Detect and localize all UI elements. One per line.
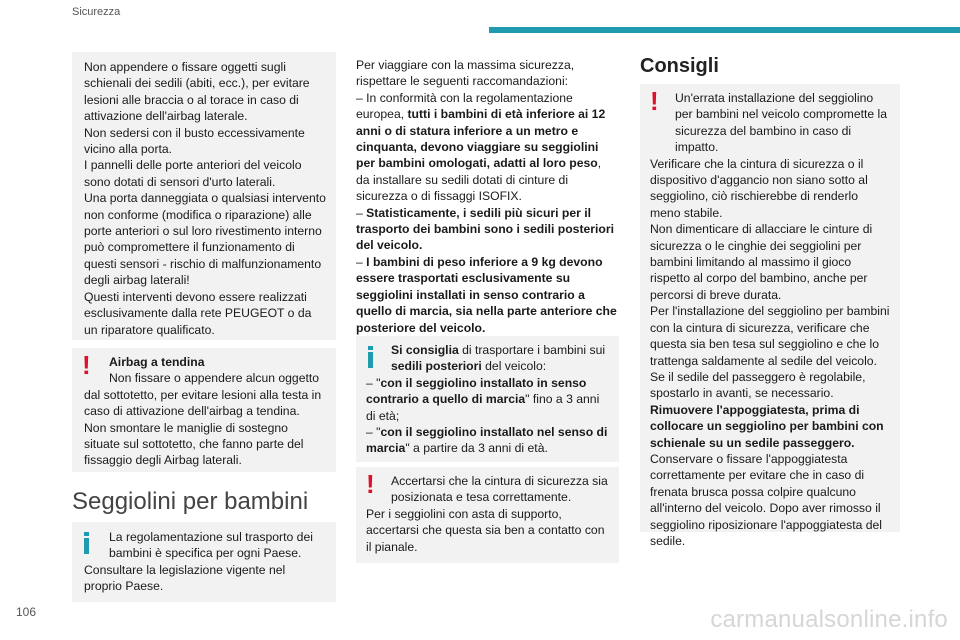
warning-text: Per i seggiolini con asta di supporto, accertarsi che questa sia ben a contatto con il pianale.: [366, 506, 605, 554]
warning-text: Non smontare le maniglie di sostegno situate sul sottotetto, che fanno parte del fissaggio degli Airbag laterali.: [84, 420, 304, 468]
warning-text: Verificare che la cintura di sicurezza o il dispositivo d'aggancio non siano sotto al seggiolino, ciò rischierebbe di renderlo meno stabile.: [650, 156, 868, 220]
consigli-warning-box: [640, 84, 900, 548]
watermark: carmanualsonline.info: [710, 606, 948, 633]
recommendations-text: [356, 57, 618, 336]
curtain-airbag-warning-box: [72, 348, 336, 472]
warning-exclamation-icon: !: [82, 350, 91, 380]
warning-text: Non fissare o appendere alcun oggetto: [109, 371, 320, 386]
consigli-title: Consigli: [640, 55, 719, 77]
note-paragraph: Non appendere o fissare oggetti sugli schienali dei sedili (abiti, ecc.), per evitare lesioni alle braccia o al torace in caso di attivazione dell'airbag laterale.: [84, 60, 310, 124]
seatbelt-warning-box: [356, 467, 619, 563]
recommendation-item: – In conformità con la regolamentazione europea, tutti i bambini di età inferiore ai 12 anni o di statura inferiore a un metro e cinquanta, devono viaggiare su seggiolini per bambini omologati, adatti al loro peso, da installare su sedili dotati di cinture di sicurezza o di fissaggi ISOFIX.: [356, 90, 606, 204]
warning-exclamation-icon: !: [366, 469, 375, 499]
info-text: – "con il seggiolino installato nel senso di marcia" a partire da 3 anni di età.: [366, 425, 608, 456]
regulation-info-box: [72, 522, 336, 602]
side-airbag-note-box: [72, 52, 336, 340]
note-paragraph: Questi interventi devono essere realizzati esclusivamente dalla rete PEUGEOT o da un riparatore qualificato.: [84, 289, 312, 337]
warning-text: dal sottotetto, per evitare lesioni alla testa in caso di attivazione dell'airbag a tendina.: [84, 387, 322, 419]
info-text: – "con il seggiolino installato in senso contrario a quello di marcia" fino a 3 anni di età;: [366, 375, 600, 423]
warning-text: Conservare o fissare l'appoggiatesta correttamente per evitare che in caso di frenata brusca possa colpire qualcuno all'interno del veicolo. Dopo aver rimosso il seggiolino riposizionare l'appoggiatesta del sedile.: [650, 451, 883, 548]
warning-text: Per l'installazione del seggiolino per bambini con la cintura di sicurezza, verificare che questa sia ben tesa sul seggiolino e che lo trattenga saldamente al sedile del veicolo.: [650, 304, 890, 368]
intro-paragraph: Per viaggiare con la massima sicurezza, rispettare le seguenti raccomandazioni:: [356, 58, 575, 89]
note-paragraph: I pannelli delle porte anteriori del veicolo sono dotati di sensori d'urto laterali.: [84, 158, 302, 189]
warning-text: Se il sedile del passeggero è regolabile, spostarlo in avanti, se necessario.: [650, 369, 866, 401]
info-text: Consultare la legislazione vigente nel proprio Paese.: [84, 562, 286, 594]
warning-text: Non dimenticare di allacciare le cinture di sicurezza o le cinghie dei seggiolini per bambini limitando al massimo il gioco rispetto al corpo del bambino, anche per percorsi di breve durata.: [650, 222, 873, 302]
note-paragraph: Una porta danneggiata o qualsiasi intervento non conforme (modifica o riparazione) alle porte anteriori o sul loro rivestimento interno può compromettere il funzionamento di questi sensori - rischio di malfunzionamento degli airbag laterali!: [84, 191, 326, 288]
recommendation-item: – Statisticamente, i sedili più sicuri per il trasporto dei bambini sono i sedili posteriori del veicolo.: [356, 205, 615, 253]
info-icon: [84, 532, 89, 552]
section-header: Sicurezza: [72, 6, 121, 18]
info-icon: [368, 346, 373, 366]
note-paragraph: Non sedersi con il busto eccessivamente vicino alla porta.: [84, 125, 305, 157]
recommendation-item: – I bambini di peso inferiore a 9 kg devono essere trasportati esclusivamente su seggiolini installati in senso contrario a quello di marcia, sia nella parte anteriore che posteriore del veicolo.: [356, 254, 617, 335]
info-text: Si consiglia di trasportare i bambini sui sedili posteriori del veicolo:: [391, 343, 606, 374]
warning-exclamation-icon: !: [650, 86, 659, 116]
info-text: La regolamentazione sul trasporto dei bambini è specifica per ogni Paese.: [109, 530, 313, 561]
rear-seat-info-box: [356, 336, 619, 462]
section-title-child-seats: Seggiolini per bambini: [72, 488, 309, 515]
warning-text: Accertarsi che la cintura di sicurezza sia posizionata e tesa correttamente.: [391, 474, 608, 505]
warning-text: Rimuovere l'appoggiatesta, prima di collocare un seggiolino per bambini con schienale su un sedile passeggero.: [650, 402, 884, 450]
header-accent-bar: [489, 27, 960, 33]
warning-text: Un'errata installazione del seggiolino per bambini nel veicolo compromette la sicurezza del bambino in caso di impatto.: [675, 91, 888, 155]
warning-title: Airbag a tendina: [109, 355, 205, 369]
page-number: 106: [16, 605, 37, 619]
